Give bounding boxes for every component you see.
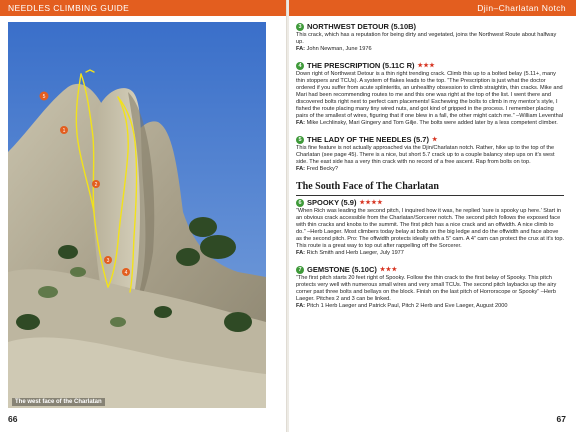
route-marker-label: 2 [94,182,98,188]
route-description: This fine feature is not actually approached via the Djin/Charlatan notch. Rather, hike up to the top of the Charlatan (see page 45). There is a nice, but short 5.7 crack up to a couple balancy step ups on it’s west side. The east side has a very thin crack with no record of a free ascent. Rap from bolts on top. [296,145,555,165]
route-description: “The first pitch starts 20 feet right of Spooky. Follow the thin crack to the first belay of Spooky. This pitch protects very well with numerous small wires and very small TCUs. The second pitch laybacks up the airy corner past three bolts and bellays on the block. Finish on the last pitch of Horrorscope or Spooky” –Herb Laeger. Pitches 2 and 3 can be linked. [296,275,557,302]
first-ascent-text: John Newman, June 1976 [306,46,372,52]
first-ascent-label: FA: [296,120,306,126]
route-title-row [296,198,564,207]
route-title-row [296,22,564,31]
route-entry [296,198,564,257]
route-title: THE LADY OF THE NEEDLES (5.7) [307,135,429,144]
route-title: NORTHWEST DETOUR (5.10B) [307,22,417,31]
route-description: This crack, which has a reputation for being dirty and vegetated, joins the Northwest Route about halfway up. [296,32,557,45]
first-ascent [296,303,564,310]
route-number-badge: 3 [296,23,304,31]
book-title: NEEDLES CLIMBING GUIDE [8,3,130,13]
route-number-badge: 5 [296,136,304,144]
route-photo-icon [8,22,266,408]
first-ascent-text: Pitch 1 Herb Laeger and Patrick Paul, Pitch 2 Herb and Eve Laeger, August 2000 [306,303,508,309]
route-number-badge: 4 [296,62,304,70]
right-page [289,0,576,432]
route-entry [296,22,564,53]
route-title: GEMSTONE (5.10C) [307,265,377,274]
route-title-row [296,135,564,144]
route-description: Down right of Northwest Detour is a thin right trending crack. Climb this up to a bolted belay (5.11+, many thin stoppers and TCUs). A system of flakes leads to the top. “The Prescription is just what the doctor ordered if you suffer from acute splinteritis, an unhealthy obsession to climb straightin, thin cracks. Mike and Mari had been recommending routes to me and this one was right at the top of the list. I went there and discovered bolts right next to perfect cam placements! Eschewing the bolts to climb in my mentor’s style, I fished the route placing many tiny wired nuts, and got kind of gripped in the process. I remember placing pairs of the smallest of wires, figuring that if one blew in a fall, the other might catch me.” –William Leventhal [296,71,564,119]
route-entry [296,135,564,173]
first-ascent-label: FA: [296,46,306,52]
entries-bottom [296,198,564,310]
route-marker-label: 3 [106,258,110,264]
star-rating: ★★★ [417,63,436,69]
left-page [0,0,287,432]
first-ascent-text: Rich Smith and Herb Laeger, July 1977 [306,250,404,256]
route-descriptions [296,22,564,318]
first-ascent-text: Fred Becky? [306,166,338,172]
star-rating: ★ [431,137,438,143]
running-header-left [0,0,287,16]
route-entry [296,61,564,127]
star-rating: ★★★ [379,267,398,273]
chapter-title: Djin–Charlatan Notch [477,3,566,13]
first-ascent-text: Mike Lechlinsky, Mari Gingery and Tom Gilje. The bolts were added later by a less competent climber. [306,120,558,126]
first-ascent [296,166,564,173]
route-title-row [296,265,564,274]
route-marker-label: 4 [124,270,128,276]
route-marker-label: 1 [62,128,66,134]
route-title-row [296,61,564,70]
first-ascent [296,250,564,257]
entries-top [296,22,564,173]
route-number-badge: 7 [296,266,304,274]
route-entry [296,265,564,310]
first-ascent [296,120,564,127]
running-header-right [289,0,576,16]
route-photo [8,22,266,408]
route-number-badge: 6 [296,199,304,207]
first-ascent-label: FA: [296,166,306,172]
first-ascent [296,46,564,53]
first-ascent-label: FA: [296,303,306,309]
section-title: The South Face of The Charlatan [296,181,564,196]
route-title: SPOOKY (5.9) [307,198,357,207]
route-description: “When Rich was leading the second pitch, I inquired how it was, he replied ‘sure is spooky up here.’ Start in an obvious crack accessible from the Charlatan/Sorcerer notch. The second pitch follows the exposed face with thin cracks and knobs to the summit. The first pitch has a nice crack and an offwidth. A nice climb to do.” –Herb Laeger. Most climbers today belay at bolts on the big ledge and do the offwidth and face above as the second pitch. Pro: The offwidth protects ideally with a 5” cam. A 4” cam can protect the crux at it’s top. This route is a great way to top out after rappelling off the Sorcerer. [296,208,565,249]
route-title: THE PRESCRIPTION (5.11C R) [307,61,415,70]
photo-caption: The west face of the Charlatan [12,398,105,406]
page-number-right: 67 [556,414,566,424]
route-marker-label: 5 [42,94,46,100]
star-rating: ★★★★ [359,200,383,206]
page-number-left: 66 [8,414,18,424]
first-ascent-label: FA: [296,250,306,256]
